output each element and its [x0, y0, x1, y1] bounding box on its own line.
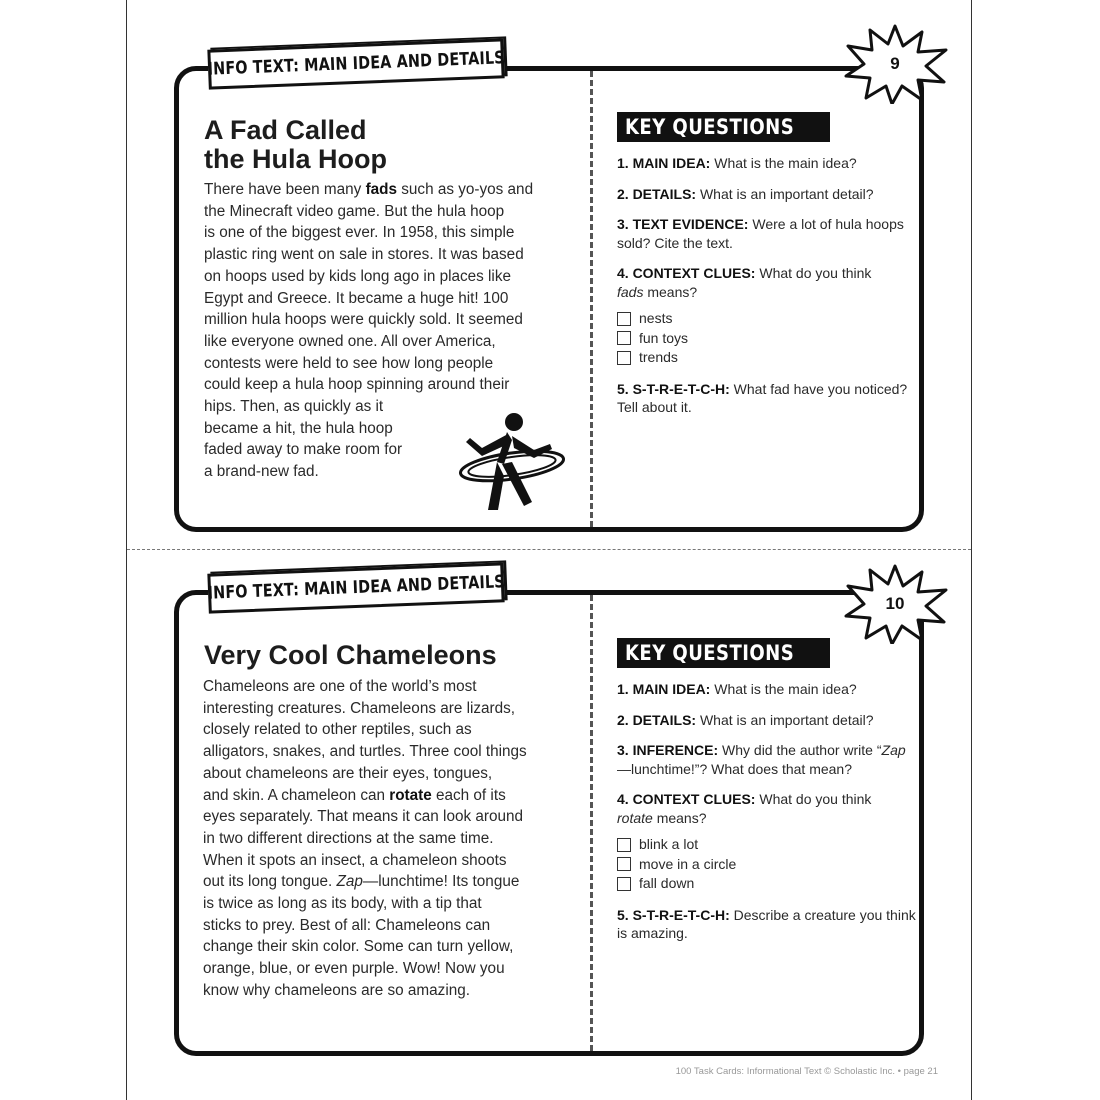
card-number-badge: [840, 24, 950, 104]
question-label: 3. INFERENCE:: [617, 742, 719, 758]
text-run: and skin. A chameleon can: [203, 786, 390, 804]
checkbox[interactable]: [617, 331, 631, 345]
checkbox[interactable]: [617, 877, 631, 891]
passage-line: eyes separately. That means it can look around: [203, 808, 524, 826]
option-label: move in a circle: [639, 855, 737, 872]
card-banner: [205, 560, 515, 618]
vocab-word: rotate: [389, 786, 432, 804]
checkbox[interactable]: [617, 351, 631, 365]
passage-line: sticks to prey. Best of all: Chameleons can: [203, 916, 491, 934]
passage-line: hips. Then, as quickly as it: [204, 398, 384, 416]
question-label: 2. DETAILS:: [617, 711, 697, 728]
passage-title: [204, 116, 564, 174]
text-run: such as yo-yos and: [397, 181, 534, 198]
question-text: Describe a creature you think is amazing.: [617, 906, 916, 941]
banner-label: INFO TEXT: MAIN IDEA AND DETAILS: [207, 48, 505, 80]
passage-line: When it spots an insect, a chameleon shoots: [203, 851, 507, 869]
passage-text: [203, 676, 575, 1002]
passage-line: the Minecraft video game. But the hula hoop: [204, 202, 505, 220]
question-label: 4. CONTEXT CLUES:: [617, 791, 756, 807]
question-5: [617, 906, 917, 943]
question-3: [617, 215, 917, 252]
card-number: 10: [885, 594, 905, 613]
question-text: —lunchtime!”? What does that mean?: [617, 760, 853, 777]
column-divider: [590, 71, 593, 527]
column-divider: [590, 595, 593, 1051]
passage-line: interesting creatures. Chameleons are lizards,: [203, 699, 516, 717]
question-text: Why did the author write “: [718, 742, 882, 758]
answer-option[interactable]: [617, 329, 917, 349]
question-1: [617, 154, 917, 173]
answer-option[interactable]: [617, 874, 917, 894]
passage-line: about chameleons are their eyes, tongues,: [203, 764, 493, 782]
passage-line: is twice as long as its body, with a tip that: [203, 895, 482, 913]
emphasis-word: Zap: [881, 742, 906, 758]
passage-line: in two different directions at the same time.: [203, 829, 494, 847]
answer-option[interactable]: [617, 855, 917, 875]
passage-line: Chameleons are one of the world’s most: [203, 678, 477, 695]
passage-line: could keep a hula hoop spinning around their: [204, 376, 510, 394]
checkbox[interactable]: [617, 312, 631, 326]
vocab-word: fads: [617, 283, 644, 300]
question-4: [617, 790, 917, 827]
passage-line: know why chameleons are so amazing.: [203, 981, 470, 999]
passage-line: closely related to other reptiles, such as: [203, 721, 472, 739]
question-label: 2. DETAILS:: [617, 185, 697, 202]
passage-line: is one of the biggest ever. In 1958, this simple: [204, 224, 515, 242]
passage-line: became a hit, the hula hoop: [204, 419, 393, 437]
banner-label: INFO TEXT: MAIN IDEA AND DETAILS: [207, 572, 505, 604]
question-text: Were a lot of hula hoops sold? Cite the text.: [617, 216, 904, 251]
question-text: What is an important detail?: [696, 711, 874, 728]
question-2: [617, 185, 917, 204]
title-line-1: A Fad Called: [204, 115, 367, 145]
text-run: —lunchtime! Its tongue: [362, 873, 520, 891]
passage-line: faded away to make room for: [204, 441, 403, 459]
passage-line: Egypt and Greece. It became a huge hit! 100: [204, 289, 509, 307]
key-questions-title: KEY QUESTIONS: [625, 115, 795, 139]
text-run: out its long tongue.: [203, 873, 337, 891]
question-label: 5. S-T-R-E-T-C-H:: [617, 380, 730, 397]
passage-line: on hoops used by kids long ago in places like: [204, 267, 511, 285]
option-label: fun toys: [639, 329, 689, 346]
question-2: [617, 711, 917, 730]
answer-option[interactable]: [617, 348, 917, 368]
passage-line: orange, blue, or even purple. Wow! Now you: [203, 960, 505, 978]
question-4: [617, 264, 917, 301]
passage-line: change their skin color. Some can turn yellow,: [203, 938, 514, 956]
passage-line: plastic ring went on sale in stores. It was based: [204, 246, 524, 264]
title-line-2: the Hula Hoop: [204, 144, 387, 174]
option-label: trends: [639, 349, 678, 365]
passage-title: [204, 641, 564, 670]
passage-line: like everyone owned one. All over America,: [204, 332, 496, 350]
option-label: blink a lot: [639, 836, 699, 852]
question-1: [617, 680, 917, 699]
passage-line: alligators, snakes, and turtles. Three cool things: [203, 743, 527, 761]
key-questions-column: [617, 638, 917, 943]
question-text: What is an important detail?: [696, 185, 874, 202]
text-run: There have been many: [204, 181, 366, 198]
question-text: means?: [652, 809, 707, 826]
question-text: What do you think: [755, 265, 872, 281]
hula-hoop-figure-icon: [452, 410, 572, 515]
answer-options: [617, 309, 917, 368]
answer-options: [617, 835, 917, 894]
passage-line: [203, 871, 575, 893]
question-label: 1. MAIN IDEA:: [617, 155, 711, 171]
answer-option[interactable]: [617, 309, 917, 329]
question-3: [617, 741, 917, 778]
option-label: fall down: [639, 875, 695, 891]
key-questions-header: [617, 112, 830, 142]
question-text: What is the main idea?: [710, 155, 857, 171]
question-label: 4. CONTEXT CLUES:: [617, 265, 756, 281]
question-label: 5. S-T-R-E-T-C-H:: [617, 906, 730, 923]
cut-line: [127, 549, 971, 550]
text-run: each of its: [431, 786, 506, 804]
key-questions-title: KEY QUESTIONS: [625, 641, 795, 665]
question-text: What fad have you noticed? Tell about it.: [617, 380, 908, 415]
card-banner: [205, 36, 515, 94]
question-label: 3. TEXT EVIDENCE:: [617, 216, 749, 232]
passage-line: [204, 179, 574, 201]
passage-line: [203, 785, 575, 807]
passage-line: contests were held to see how long people: [204, 354, 494, 372]
vocab-word: fads: [365, 181, 398, 198]
key-questions-column: [617, 112, 917, 417]
checkbox[interactable]: [617, 838, 631, 852]
emphasis-word: Zap: [336, 873, 363, 891]
passage-line: million hula hoops were quickly sold. It seemed: [204, 311, 523, 329]
checkbox[interactable]: [617, 857, 631, 871]
passage-line: a brand-new fad.: [204, 463, 319, 481]
vocab-word: rotate: [617, 809, 653, 826]
card-number: 9: [890, 54, 900, 73]
question-label: 1. MAIN IDEA:: [617, 681, 711, 697]
question-text: What do you think: [755, 791, 872, 807]
question-5: [617, 380, 917, 417]
option-label: nests: [639, 310, 673, 326]
question-text: means?: [643, 283, 698, 300]
question-text: What is the main idea?: [710, 681, 857, 697]
answer-option[interactable]: [617, 835, 917, 855]
page-footer: 100 Task Cards: Informational Text © Scholastic Inc. • page 21: [675, 1066, 938, 1077]
card-number-badge: [840, 564, 950, 644]
title-line-1: Very Cool Chameleons: [204, 640, 497, 670]
key-questions-header: [617, 638, 830, 668]
